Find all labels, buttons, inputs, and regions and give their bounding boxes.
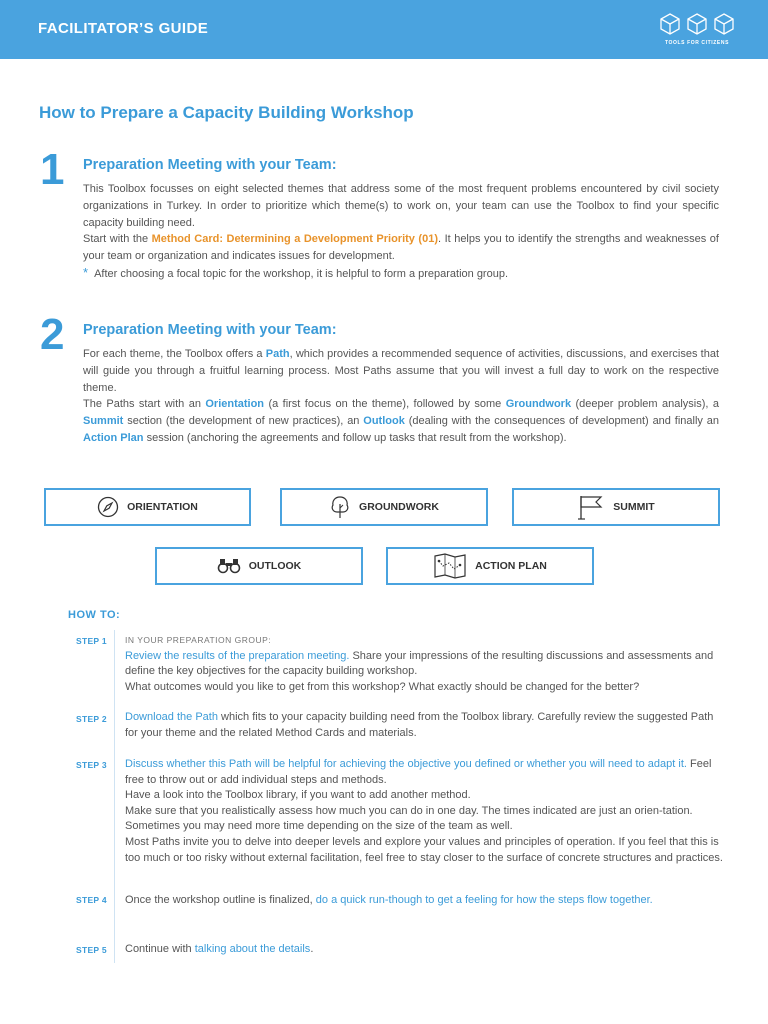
section-1-paragraph-2 [83, 231, 719, 265]
text: , which provides a recommended sequence of activities, discussions, and exercises that will guide you through a fruitful learning process. Most Paths assume that you will invest a full day to work on the respective theme. [83, 348, 720, 394]
step-3-body [125, 757, 729, 788]
section-1-paragraph: This Toolbox focusses on eight selected themes that address some of the most frequent problems encountered by civil society organizations in Turkey. In order to prioritize which theme(s) to work on, your team can use the Toolbox to find your specific capacity building need. [83, 183, 719, 229]
step-3-line: Have a look into the Toolbox library, if you want to add another method. [125, 789, 471, 802]
text: section (the development of new practices), an [123, 415, 364, 428]
text: Continue with [125, 943, 195, 955]
text: (dealing with the consequences of development) and finally an [404, 415, 719, 428]
steps-divider [114, 630, 115, 963]
text: . It helps you to identify the strengths and weaknesses of your team or organization and indicates issues for development. [83, 233, 719, 263]
groundwork-term: Groundwork [505, 398, 572, 411]
step-4-label: STEP 4 [76, 895, 107, 905]
step-1-text [125, 633, 729, 695]
text: For each theme, the Toolbox offers a [83, 348, 266, 360]
text: . [310, 943, 314, 955]
step-1-caps: IN YOUR PREPARATION GROUP: [125, 635, 272, 645]
step-3-label: STEP 3 [76, 760, 107, 770]
step-2-body [125, 710, 729, 741]
text: Feel free to throw out or add individual steps and methods. [125, 758, 712, 786]
logo-text: TOOLS FOR CITIZENS [664, 40, 730, 46]
step-2-label: STEP 2 [76, 714, 107, 724]
phase-label: ORIENTATION [127, 501, 198, 513]
section-2-heading: Preparation Meeting with your Team: [83, 322, 337, 338]
phase-groundwork [280, 488, 488, 526]
section-2-paragraph [83, 346, 719, 396]
section-1-body [83, 181, 719, 283]
step-4-text [125, 893, 729, 909]
text: (deeper problem analysis), a [571, 398, 719, 411]
map-icon [433, 552, 467, 580]
compass-icon [97, 496, 119, 518]
tools-for-citizens-logo [657, 12, 737, 48]
step-1-question: What outcomes would you like to get from this workshop? What exactly should be changed for the better? [125, 680, 640, 693]
section-1-heading: Preparation Meeting with your Team: [83, 157, 337, 173]
step-1-label: STEP 1 [76, 636, 107, 646]
run-through-link[interactable]: do a quick run-though to get a feeling for how the steps flow together. [315, 894, 653, 906]
step-1-link[interactable]: Review the results of the preparation meeting. [125, 649, 350, 662]
download-path-link[interactable]: Download the Path [125, 711, 218, 723]
tree-icon [329, 495, 351, 519]
phase-label: ACTION PLAN [475, 560, 547, 572]
section-1-note [83, 265, 719, 283]
action-plan-term: Action Plan [83, 431, 144, 444]
text: Start with the [83, 233, 152, 246]
text: session (anchoring the agreements and follow up tasks that result from the workshop). [143, 431, 567, 444]
cubes-logo-icon [657, 12, 737, 38]
outlook-term: Outlook [363, 415, 405, 428]
phase-label: SUMMIT [613, 501, 655, 513]
step-4-body [125, 893, 729, 909]
star-icon: * [83, 264, 89, 280]
section-2-paragraph-2 [83, 396, 719, 446]
text: Once the workshop outline is finalized, [125, 894, 316, 906]
phase-label: OUTLOOK [248, 560, 302, 572]
phase-label: GROUNDWORK [359, 501, 439, 513]
path-term: Path [265, 348, 290, 360]
method-card-link[interactable]: Method Card: Determining a Development Priority (01) [151, 233, 438, 246]
phase-outlook [155, 547, 363, 585]
step-3-line: Make sure that you realistically assess how much you can do in one day. The times indicated are just an orien-tation. Sometimes you may need more time depending on the size of the team as well. [125, 804, 693, 833]
binoculars-icon [217, 557, 241, 575]
flag-icon [577, 494, 605, 520]
step-1-body [125, 649, 729, 680]
phase-summit [512, 488, 720, 526]
phase-action-plan [386, 547, 594, 585]
step-5-body [125, 942, 729, 958]
summit-term: Summit [83, 415, 124, 428]
step-5-label: STEP 5 [76, 945, 107, 955]
text: Share your impressions of the resulting discussions and assessments and define the key objectives for the capacity building workshop. [125, 649, 714, 678]
phase-orientation [44, 488, 251, 526]
header-title: FACILITATOR’S GUIDE [38, 20, 209, 37]
step-2-text [125, 710, 729, 741]
page-title: How to Prepare a Capacity Building Workshop [39, 103, 414, 122]
text: which fits to your capacity building need from the Toolbox library. Carefully review the suggested Path for your theme and the related Method Cards and materials. [125, 711, 714, 739]
note-text: After choosing a focal topic for the workshop, it is helpful to form a preparation group. [94, 267, 509, 280]
step-5-text [125, 942, 729, 958]
section-1-number: 1 [40, 145, 65, 194]
text: The Paths start with an [83, 398, 206, 411]
step-3-text [125, 757, 729, 866]
details-link[interactable]: talking about the details [194, 943, 311, 955]
step-3-link[interactable]: Discuss whether this Path will be helpful for achieving the objective you defined or whether you will need to adapt it. [125, 758, 687, 770]
orientation-term: Orientation [205, 398, 265, 411]
section-2-number: 2 [40, 310, 65, 359]
text: (a first focus on the theme), followed by some [264, 398, 506, 411]
section-2-body [83, 346, 719, 447]
step-3-line: Most Paths invite you to delve into deeper levels and explore your values and principles of operation. If you feel that this is too much or too risky without external facilitation, feel free to stay closer to the surface of concrete structures and practices. [125, 835, 723, 864]
page-header [0, 0, 768, 59]
how-to-label: HOW TO: [68, 609, 121, 621]
